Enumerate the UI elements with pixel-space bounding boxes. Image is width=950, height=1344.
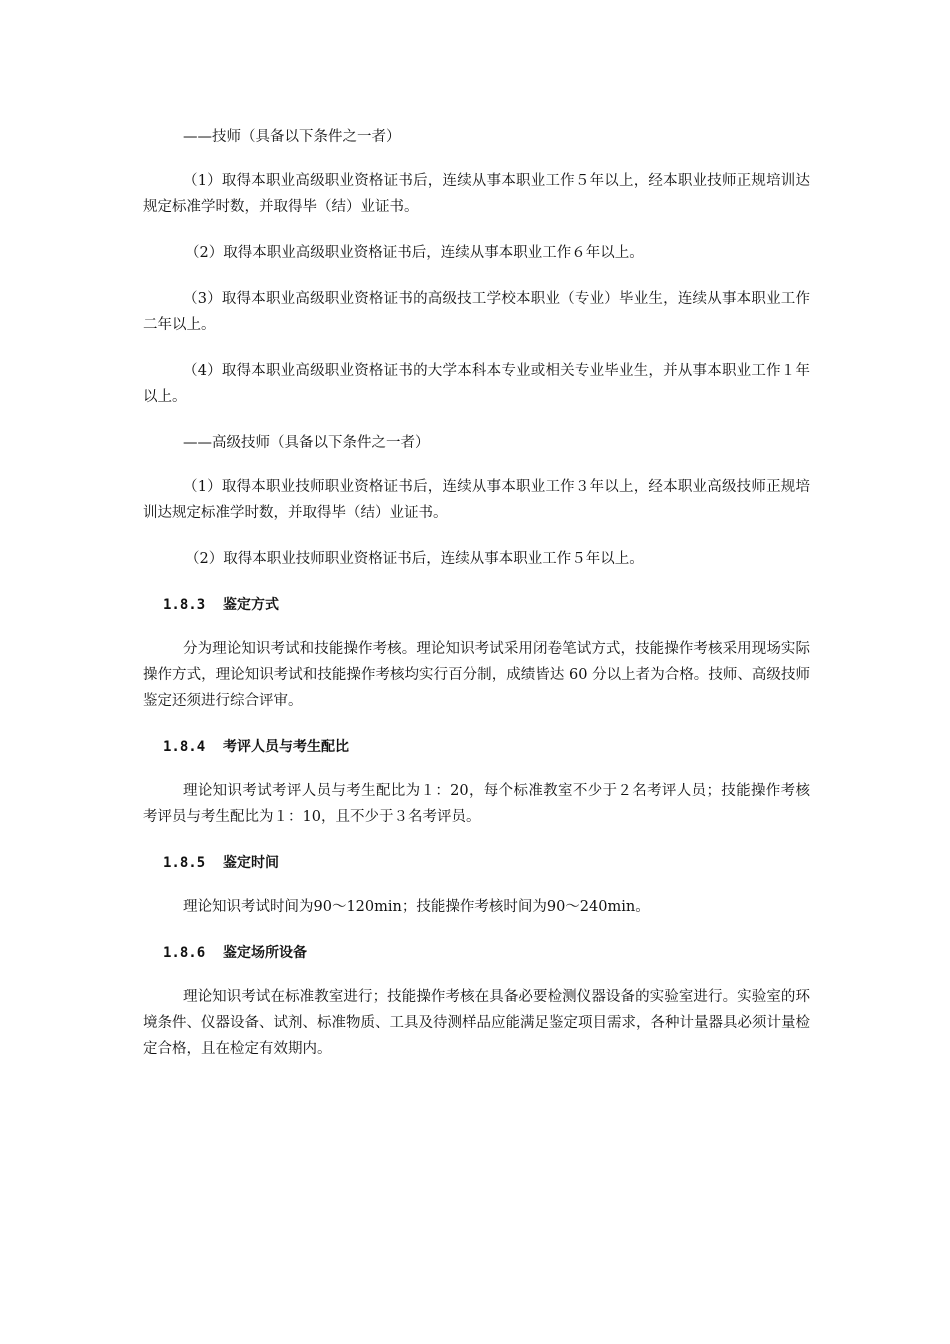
section-number: 1.8.6 bbox=[163, 945, 206, 961]
section-number: 1.8.3 bbox=[163, 597, 206, 613]
section-number: 1.8.5 bbox=[163, 855, 206, 871]
gaoji-heading: ——高级技师（具备以下条件之一者） bbox=[183, 435, 430, 451]
section-title: 考评人员与考生配比 bbox=[223, 739, 349, 755]
section-body: 理论知识考试在标准教室进行；技能操作考核在具备必要检测仪器设备的实验室进行。实验室的环境条件、仪器设备、试剂、标准物质、工具及待测样品应能满足鉴定项目需求，各种计量器具必须计量检定合格，且在检定有效期内。 bbox=[143, 989, 810, 1057]
section-title: 鉴定方式 bbox=[223, 597, 279, 613]
gaoji-condition-2: （2）取得本职业技师职业资格证书后，连续从事本职业工作５年以上。 bbox=[185, 551, 644, 567]
section-body: 理论知识考试时间为90～120min；技能操作考核时间为90～240min。 bbox=[183, 899, 650, 915]
gaoji-condition-1: （1）取得本职业技师职业资格证书后，连续从事本职业工作３年以上，经本职业高级技师正规培训达规定标准学时数，并取得毕（结）业证书。 bbox=[143, 479, 810, 521]
section-body: 理论知识考试考评人员与考生配比为１：20，每个标准教室不少于２名考评人员；技能操作考核考评员与考生配比为１：10，且不少于３名考评员。 bbox=[143, 783, 810, 825]
jishi-heading: ——技师（具备以下条件之一者） bbox=[183, 129, 401, 145]
jishi-condition-3: （3）取得本职业高级职业资格证书的高级技工学校本职业（专业）毕业生，连续从事本职业工作二年以上。 bbox=[143, 291, 810, 333]
section-title: 鉴定场所设备 bbox=[223, 945, 307, 961]
section-heading bbox=[143, 734, 810, 760]
section-body: 分为理论知识考试和技能操作考核。理论知识考试采用闭卷笔试方式，技能操作考核采用现场实际操作方式，理论知识考试和技能操作考核均实行百分制，成绩皆达 60 分以上者为合格。技师、高级技师鉴定还须进行综合评审。 bbox=[143, 641, 810, 709]
section-number: 1.8.4 bbox=[163, 739, 206, 755]
document-body bbox=[143, 124, 810, 1062]
section-title: 鉴定时间 bbox=[223, 855, 279, 871]
jishi-condition-2: （2）取得本职业高级职业资格证书后，连续从事本职业工作６年以上。 bbox=[185, 245, 644, 261]
jishi-condition-4: （4）取得本职业高级职业资格证书的大学本科本专业或相关专业毕业生，并从事本职业工作１年以上。 bbox=[143, 363, 810, 405]
jishi-condition-1: （1）取得本职业高级职业资格证书后，连续从事本职业工作５年以上，经本职业技师正规培训达规定标准学时数，并取得毕（结）业证书。 bbox=[143, 173, 810, 215]
section-heading bbox=[143, 850, 810, 876]
section-heading bbox=[143, 940, 810, 966]
section-heading bbox=[143, 592, 810, 618]
